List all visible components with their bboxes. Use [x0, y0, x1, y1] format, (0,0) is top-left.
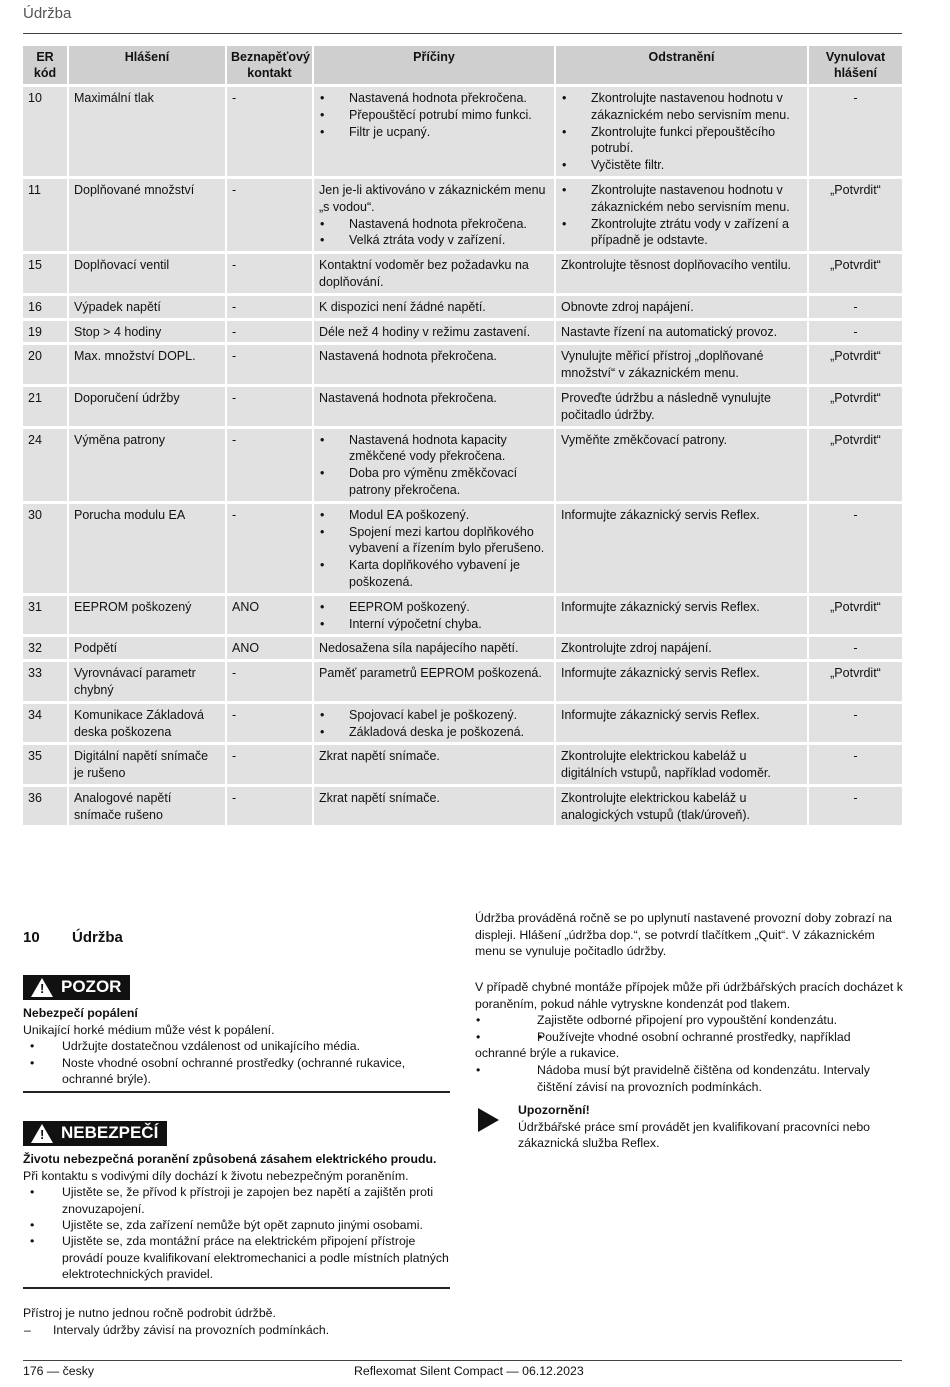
cell-causes — [314, 387, 554, 426]
danger-badge — [23, 1121, 167, 1146]
cell-message — [69, 296, 225, 318]
cell-contact — [227, 637, 312, 659]
list-item: • Nastavená hodnota překročena. — [319, 90, 549, 107]
error-code: 19 — [28, 324, 42, 339]
cause-list — [319, 216, 549, 250]
cell-contact — [227, 179, 312, 251]
cell-code — [23, 662, 67, 701]
list-item: • Karta doplňkového vybavení je poškozená. — [319, 557, 549, 591]
cell-reset — [809, 504, 902, 593]
table-header-row — [23, 46, 902, 84]
cell-causes — [314, 787, 554, 826]
cell-code — [23, 254, 67, 293]
right-list — [475, 1012, 903, 1095]
reset-value: - — [853, 324, 858, 339]
list-item: • Nádoba musí být pravidelně čištěna od kondenzátu. Intervaly čištění závisí na provozních podmínkách. — [475, 1062, 903, 1095]
right-paragraph-1: Údržba prováděná ročně se po uplynutí nastavené provozní doby zobrazí na displeji. Hlášení „údržba dop.“, se potvrdí tlačítkem „Quit“. V zákaznickém menu se vynuluje počitadlo údržby. — [475, 911, 892, 959]
cell-fixes — [556, 296, 807, 318]
cell-causes — [314, 179, 554, 251]
danger-list — [23, 1184, 450, 1282]
cell-code — [23, 296, 67, 318]
reset-value: - — [853, 299, 858, 314]
fix-text: Zkontrolujte elektrickou kabeláž u analogických vstupů (tlak/úroveň). — [561, 790, 750, 822]
cell-reset — [809, 596, 902, 635]
cell-fixes — [556, 321, 807, 343]
error-message: Výměna patrony — [74, 432, 166, 447]
caution-divider — [23, 1091, 450, 1093]
reset-value: „Potvrdit“ — [830, 432, 881, 447]
list-item: • Nastavená hodnota překročena. — [319, 216, 549, 233]
error-code: 33 — [28, 666, 42, 681]
cell-message — [69, 87, 225, 176]
col-header-fixes: Odstranění — [556, 46, 807, 84]
maintenance-intro — [23, 1305, 453, 1339]
cell-message — [69, 662, 225, 701]
danger-title: Životu nebezpečná poranění způsobená zásahem elektrického proudu. — [23, 1152, 437, 1167]
error-code: 35 — [28, 749, 42, 764]
cause-text: Paměť parametrů EEPROM poškozená. — [319, 666, 542, 681]
cause-text: Zkrat napětí snímače. — [319, 749, 440, 764]
cell-causes — [314, 504, 554, 593]
error-message: Výpadek napětí — [74, 299, 161, 314]
error-message: Max. množství DOPL. — [74, 349, 196, 364]
list-item: • Filtr je ucpaný. — [319, 124, 549, 141]
list-item: • Velká ztráta vody v zařízení. — [319, 232, 549, 249]
table-row — [23, 637, 902, 659]
error-code: 31 — [28, 599, 42, 614]
fix-text: Nastavte řízení na automatický provoz. — [561, 324, 778, 339]
footer-divider — [23, 1360, 902, 1361]
contact-value: - — [232, 390, 237, 405]
cause-list — [319, 90, 549, 140]
cell-fixes — [556, 662, 807, 701]
cause-text: Kontaktní vodoměr bez požadavku na doplňování. — [319, 258, 529, 289]
reset-value: „Potvrdit“ — [830, 599, 881, 614]
error-message: Doplňované množství — [74, 182, 195, 197]
table-row — [23, 296, 902, 318]
cell-reset — [809, 87, 902, 176]
error-code: 21 — [28, 390, 42, 405]
cell-causes — [314, 662, 554, 701]
cell-causes — [314, 296, 554, 318]
cell-code — [23, 345, 67, 384]
table-row — [23, 429, 902, 501]
cell-contact — [227, 787, 312, 826]
cell-contact — [227, 254, 312, 293]
cell-message — [69, 321, 225, 343]
contact-value: - — [232, 507, 237, 522]
cell-message — [69, 429, 225, 501]
cause-list — [319, 599, 549, 633]
cell-contact — [227, 504, 312, 593]
cell-code — [23, 745, 67, 784]
table-row — [23, 745, 902, 784]
danger-divider — [23, 1287, 450, 1289]
reset-value: - — [853, 790, 858, 805]
cell-code — [23, 87, 67, 176]
cell-fixes — [556, 387, 807, 426]
list-item: • Zkontrolujte nastavenou hodnotu v zákaznickém nebo servisním menu. — [561, 182, 802, 216]
list-item: • Ujistěte se, zda zařízení nemůže být opět zapnuto jinými osobami. — [23, 1217, 450, 1233]
error-message: Komunikace Základová deska poškozena — [74, 707, 204, 739]
contact-value: - — [232, 432, 237, 447]
caution-badge-label: POZOR — [61, 977, 122, 997]
cell-reset — [809, 704, 902, 743]
cause-text: Nastavená hodnota překročena. — [319, 349, 497, 364]
cell-message — [69, 637, 225, 659]
error-message: Doporučení údržby — [74, 390, 180, 405]
cell-message — [69, 387, 225, 426]
cause-text: Déle než 4 hodiny v režimu zastavení. — [319, 324, 531, 339]
error-message: Analogové napětí snímače rušeno — [74, 790, 172, 822]
list-item: • Přepouštěcí potrubí mimo funkci. — [319, 107, 549, 124]
cell-fixes — [556, 704, 807, 743]
contact-value: - — [232, 707, 237, 722]
list-item: • Noste vhodné osobní ochranné prostředky (ochranné rukavice, ochranné brýle). — [23, 1055, 450, 1088]
cell-code — [23, 704, 67, 743]
cell-code — [23, 504, 67, 593]
danger-text: Při kontaktu s vodivými díly dochází k životu nebezpečným poraněním. — [23, 1168, 409, 1183]
contact-value: - — [232, 749, 237, 764]
reset-value: - — [853, 507, 858, 522]
list-item: • Zkontrolujte funkci přepouštěcího potrubí. — [561, 124, 802, 158]
table-row — [23, 387, 902, 426]
cell-contact — [227, 596, 312, 635]
error-code: 32 — [28, 641, 42, 656]
cell-message — [69, 179, 225, 251]
contact-value: - — [232, 91, 237, 105]
cell-code — [23, 429, 67, 501]
error-code: 34 — [28, 707, 42, 722]
table-row — [23, 254, 902, 293]
fix-text: Zkontrolujte těsnost doplňovacího ventilu. — [561, 258, 791, 273]
page-header-title: Údržba — [23, 5, 72, 22]
fix-text: Informujte zákaznický servis Reflex. — [561, 599, 760, 614]
cell-contact — [227, 387, 312, 426]
list-item: • Zkontrolujte ztrátu vody v zařízení a případně je odstavte. — [561, 216, 802, 250]
cell-causes — [314, 254, 554, 293]
cell-reset — [809, 179, 902, 251]
fix-text: Zkontrolujte zdroj napájení. — [561, 641, 712, 656]
cause-list — [319, 707, 549, 741]
error-code: 30 — [28, 507, 42, 522]
cause-list — [319, 507, 549, 591]
section-title: Údržba — [72, 929, 123, 946]
cell-contact — [227, 662, 312, 701]
table-row — [23, 787, 902, 826]
cell-reset — [809, 429, 902, 501]
cell-message — [69, 504, 225, 593]
list-item: • Zkontrolujte nastavenou hodnotu v zákaznickém nebo servisním menu. — [561, 90, 802, 124]
reset-value: - — [853, 749, 858, 764]
cell-reset — [809, 321, 902, 343]
list-item: • Zajistěte odborné připojení pro vypouštění kondenzátu. — [475, 1012, 903, 1029]
cause-text: Jen je-li aktivováno v zákaznickém menu „s vodou“. — [319, 182, 546, 214]
fix-text: Informujte zákaznický servis Reflex. — [561, 666, 760, 681]
table-row — [23, 179, 902, 251]
contact-value: ANO — [232, 599, 260, 614]
cell-fixes — [556, 745, 807, 784]
contact-value: - — [232, 349, 237, 364]
reset-value: „Potvrdit“ — [830, 390, 881, 405]
contact-value: - — [232, 258, 237, 273]
table-row — [23, 704, 902, 743]
cell-message — [69, 345, 225, 384]
footer-page-language: 176 — česky — [23, 1364, 95, 1378]
note-title: Upozornění! — [518, 1103, 590, 1117]
error-code: 11 — [28, 182, 41, 197]
fix-text: Proveďte údržbu a následně vynulujte počitadlo údržby. — [561, 390, 771, 422]
list-item: • Spojení mezi kartou doplňkového vybavení a řízením bylo přerušeno. — [319, 524, 549, 558]
col-header-message: Hlášení — [69, 46, 225, 84]
reset-value: „Potvrdit“ — [830, 182, 881, 197]
reset-value: - — [853, 707, 858, 722]
cause-text: Nastavená hodnota překročena. — [319, 390, 497, 405]
error-message: EEPROM poškozený — [74, 599, 192, 614]
warning-triangle-icon: ! — [31, 1124, 53, 1143]
fix-text: Vyměňte změkčovací patrony. — [561, 432, 728, 447]
cell-code — [23, 637, 67, 659]
list-item: • Interní výpočetní chyba. — [319, 616, 549, 633]
error-code: 16 — [28, 299, 42, 314]
cell-reset — [809, 345, 902, 384]
cause-text: Zkrat napětí snímače. — [319, 790, 440, 805]
list-item: • Spojovací kabel je poškozený. — [319, 707, 549, 724]
reset-value: „Potvrdit“ — [830, 666, 881, 681]
fix-text: Informujte zákaznický servis Reflex. — [561, 707, 760, 722]
list-item: • Vyčistěte filtr. — [561, 157, 802, 174]
note-text: Údržbářské práce smí provádět jen kvalifikovaní pracovníci nebo zákaznická služba Reflex. — [518, 1119, 870, 1151]
note-box — [475, 1102, 903, 1152]
fix-text: Informujte zákaznický servis Reflex. — [561, 507, 760, 522]
cell-contact — [227, 321, 312, 343]
cause-list — [319, 432, 549, 499]
reset-value: „Potvrdit“ — [830, 258, 881, 273]
cause-text: K dispozici není žádné napětí. — [319, 299, 486, 314]
error-code: 24 — [28, 432, 42, 447]
fix-list — [561, 90, 802, 174]
cell-reset — [809, 662, 902, 701]
right-paragraph-2: V případě chybné montáže přípojek může při údržbářských pracích docházet k poraněním, pokud náhle vytryskne kondenzát pod tlakem. — [475, 980, 903, 1011]
caution-list — [23, 1038, 450, 1087]
section-number: 10 — [23, 929, 40, 946]
cell-contact — [227, 296, 312, 318]
contact-value: - — [232, 790, 237, 805]
col-header-reset: Vynulovat hlášení — [809, 46, 902, 84]
error-code: 36 — [28, 790, 42, 805]
fix-text: Obnovte zdroj napájení. — [561, 299, 694, 314]
table-row — [23, 596, 902, 635]
table-row — [23, 504, 902, 593]
reset-value: „Potvrdit“ — [830, 349, 881, 364]
contact-value: - — [232, 299, 237, 314]
cell-message — [69, 787, 225, 826]
table-row — [23, 87, 902, 176]
error-message: Vyrovnávací parametr chybný — [74, 666, 196, 697]
cell-causes — [314, 637, 554, 659]
cell-reset — [809, 745, 902, 784]
contact-value: - — [232, 324, 237, 339]
cell-fixes — [556, 179, 807, 251]
cell-causes — [314, 87, 554, 176]
contact-value: ANO — [232, 641, 260, 656]
col-header-contact: Beznapěťový kontakt — [227, 46, 312, 84]
reset-value: - — [853, 91, 858, 105]
fix-text: Zkontrolujte elektrickou kabeláž u digitálních vstupů, například vodoměr. — [561, 749, 771, 781]
cell-fixes — [556, 345, 807, 384]
table-row — [23, 345, 902, 384]
cell-fixes — [556, 596, 807, 635]
error-table — [21, 43, 904, 828]
cell-fixes — [556, 87, 807, 176]
table-row — [23, 662, 902, 701]
note-arrow-icon — [478, 1108, 499, 1132]
cell-causes — [314, 345, 554, 384]
col-header-code: ER kód — [23, 46, 67, 84]
error-message: Podpětí — [74, 641, 118, 656]
table-row — [23, 321, 902, 343]
header-divider — [23, 33, 902, 34]
contact-value: - — [232, 666, 237, 681]
cell-contact — [227, 745, 312, 784]
list-item: • Nastavená hodnota kapacity změkčené vody překročena. — [319, 432, 549, 466]
cell-causes — [314, 704, 554, 743]
cell-message — [69, 254, 225, 293]
caution-box — [23, 975, 450, 1093]
cell-reset — [809, 787, 902, 826]
cell-message — [69, 745, 225, 784]
footer-product-date: Reflexomat Silent Compact — 06.12.2023 — [354, 1364, 584, 1378]
fix-text: Vynulujte měřicí přístroj „doplňované množství“ v zákaznickém menu. — [561, 349, 764, 381]
col-header-causes: Příčiny — [314, 46, 554, 84]
danger-box — [23, 1121, 450, 1289]
fix-list — [561, 182, 802, 249]
list-item: • EEPROM poškozený. — [319, 599, 549, 616]
cell-reset — [809, 387, 902, 426]
cell-contact — [227, 704, 312, 743]
list-item: • Ujistěte se, zda montážní práce na elektrickém připojení přístroje provádí pouze kvalifikovaní elektromechanici a podle místních platných elektrotechnických pravidel. — [23, 1233, 450, 1282]
error-message: Doplňovací ventil — [74, 258, 170, 273]
cell-code — [23, 321, 67, 343]
cell-reset — [809, 254, 902, 293]
cell-contact — [227, 429, 312, 501]
section-heading — [23, 929, 123, 946]
cell-fixes — [556, 429, 807, 501]
maintenance-dash-item: – Intervaly údržby závisí na provozních podmínkách. — [23, 1322, 453, 1339]
cell-code — [23, 387, 67, 426]
cell-code — [23, 179, 67, 251]
caution-title: Nebezpečí popálení — [23, 1006, 138, 1021]
error-message: Stop > 4 hodiny — [74, 324, 162, 339]
cell-fixes — [556, 787, 807, 826]
error-message: Digitální napětí snímače je rušeno — [74, 749, 209, 781]
cell-fixes — [556, 637, 807, 659]
cell-message — [69, 704, 225, 743]
list-item: • Základová deska je poškozená. — [319, 724, 549, 741]
error-message: Porucha modulu EA — [74, 507, 186, 522]
cell-causes — [314, 429, 554, 501]
cause-text: Nedosažena síla napájecího napětí. — [319, 641, 519, 656]
danger-badge-label: NEBEZPEČÍ — [61, 1123, 159, 1143]
cell-message — [69, 596, 225, 635]
list-item: • Doba pro výměnu změkčovací patrony překročena. — [319, 465, 549, 499]
cell-causes — [314, 321, 554, 343]
cell-causes — [314, 745, 554, 784]
cell-fixes — [556, 504, 807, 593]
warning-triangle-icon: ! — [31, 978, 53, 997]
cell-contact — [227, 87, 312, 176]
cell-contact — [227, 345, 312, 384]
cell-code — [23, 596, 67, 635]
cell-causes — [314, 596, 554, 635]
list-item: • • Používejte vhodné osobní ochranné prostředky, například ochranné brýle a rukavice. — [475, 1029, 903, 1062]
cell-reset — [809, 637, 902, 659]
error-code: 20 — [28, 349, 42, 364]
error-code: 10 — [28, 91, 42, 105]
list-item: • Udržujte dostatečnou vzdálenost od unikajícího média. — [23, 1038, 450, 1054]
caution-badge — [23, 975, 130, 1000]
list-item: • Ujistěte se, že přívod k přístroji je zapojen bez napětí a zajištěn proti znovuzapojení. — [23, 1184, 450, 1217]
reset-value: - — [853, 641, 858, 656]
maintenance-text: Přístroj je nutno jednou ročně podrobit údržbě. — [23, 1306, 276, 1320]
error-code: 15 — [28, 258, 42, 273]
error-message: Maximální tlak — [74, 91, 154, 105]
list-item: • Modul EA poškozený. — [319, 507, 549, 524]
caution-text: Unikající horké médium může vést k popálení. — [23, 1022, 275, 1037]
contact-value: - — [232, 182, 237, 197]
cell-reset — [809, 296, 902, 318]
cell-fixes — [556, 254, 807, 293]
cell-code — [23, 787, 67, 826]
right-paragraph-2-block — [475, 979, 903, 1095]
